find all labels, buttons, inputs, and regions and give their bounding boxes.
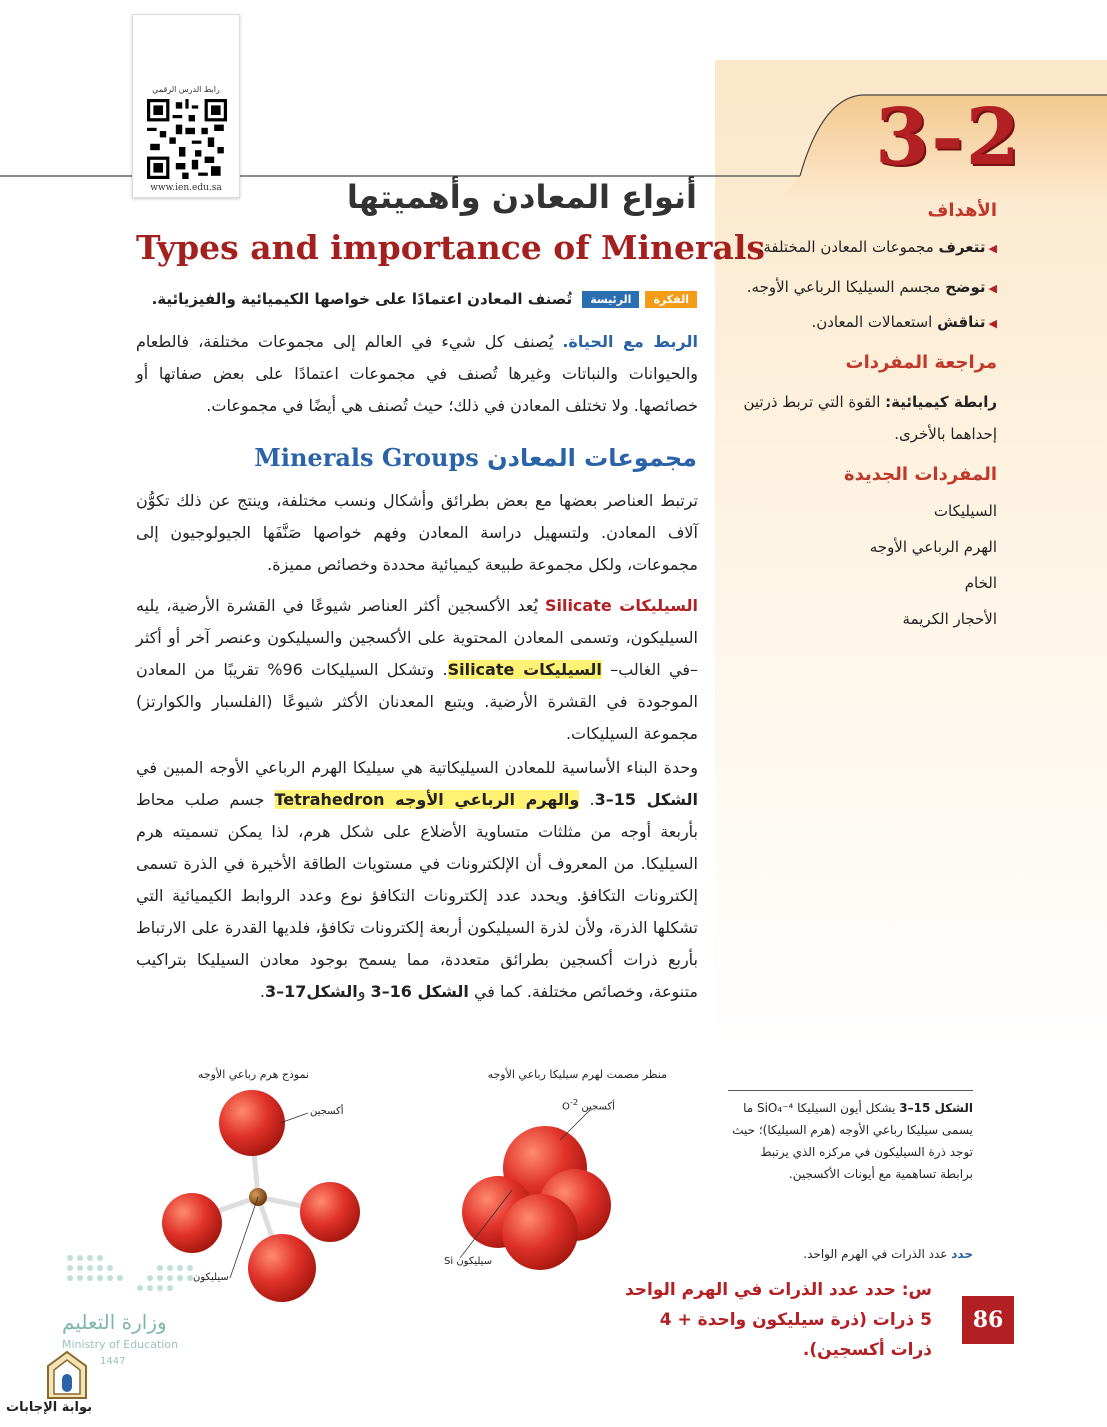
tetra-text-1: وحدة البناء الأساسية للمعادن السيليكاتية هي سيليكا الهرم الرباعي الأوجه المبين في	[136, 758, 698, 777]
label-oxygen-solid	[562, 1097, 615, 1112]
main-idea-text: تُصنف المعادن اعتمادًا على خواصها الكيميائية والفيزيائية.	[151, 290, 573, 308]
figure-caption-number: الشكل 15–3	[899, 1101, 973, 1115]
review-definition	[743, 393, 997, 411]
objective-text: مجسم السيليكا الرباعي الأوجه.	[746, 278, 946, 296]
figure-title-solid: منظر مصمت لهرم سيليكا رباعي الأوجه	[487, 1068, 667, 1081]
qr-label: رابط الدرس الرقمي	[152, 85, 220, 94]
figure-caption-text: يشكل أيون السيليكا SiO₄⁻⁴ ما يسمى سيليكا رباعي الأوجه (هرم السيليكا)؛ حيث توجد ذرة السيليكون في مركزه الذي يرتبط برابطة تساهمية مع أيونات الأكسجين.	[732, 1101, 973, 1181]
section-title-arabic: مجموعات المعادن	[487, 444, 697, 472]
tetra-text-3: جسم صلب محاط بأربعة أوجه من مثلثات متساوية الأضلاع على شكل هرم، لذا يمكن تسميته هرم السيليكا. من المعروف أن الإلكترونات في مستويات الطاقة الأخيرة في الذرة تسمى إلكترونات التكافؤ. ويحدد عدد إلكترونات التكافؤ نوع وعدد الروابط الكيميائية التي تشكلها الذرة، ولأن لذرة السيليكون أربعة إلكترونات تكافؤ، فلديها القدرة على الارتباط بأربع ذرات أكسجين بطرائق متعددة، مما يسمح بوجود معادن السيليكا بتراكيب متنوعة، وخصائص مختلفة. كما في	[136, 790, 698, 1001]
oxygen-atom	[300, 1182, 360, 1242]
objective-verb: تتعرف	[938, 238, 986, 256]
main-idea	[152, 290, 697, 308]
answers-portal-watermark: بوابة الإجابات	[6, 1400, 92, 1415]
silicates-paragraph	[136, 590, 698, 750]
oxygen-atom	[248, 1234, 316, 1302]
figure-ref-15[interactable]: الشكل 15–3	[594, 790, 698, 809]
vocab-item: الخام	[964, 574, 997, 592]
life-link-text: يُصنف كل شيء في العالم إلى مجموعات مختلفة، فالطعام والحيوانات والنباتات وغيرها تُصنف في مجموعات اعتمادًا على بعض صفاتها أو خصائصها. ولا تختلف المعادن في ذلك؛ حيث تُصنف هي أيضًا في مجموعات.	[136, 332, 698, 415]
silicates-text-1: يُعد الأكسجين أكثر العناصر شيوعًا في القشرة الأرضية، يليه السيليكون، وتسمى المعادن المحتوية على الأكسجين والسيليكون وعنصر آخر أو أكثر –في الغالب–	[136, 596, 699, 679]
groups-paragraph: ترتبط العناصر بعضها مع بعض بطرائق وأشكال ونسب مختلفة، وينتج عن ذلك تكوُّن آلاف المعادن. ولتسهيل دراسة المعادن وفهم خواصها صَنَّفَها الجيولوجيون إلى مجموعات، ولكل مجموعة طبيعة كيميائية محددة وخصائص مميزة.	[136, 491, 698, 574]
oxygen-atom	[219, 1090, 285, 1156]
review-def-line2: إحداهما بالأخرى.	[894, 425, 997, 443]
objective-verb: تناقش	[937, 313, 986, 331]
label-silicon-solid: سيليكون Si	[444, 1256, 493, 1267]
ministry-name-arabic: وزارة التعليم	[62, 1310, 167, 1334]
chapter-number: 3-2	[875, 92, 1022, 183]
review-title: مراجعة المفردات	[845, 352, 997, 373]
figure-question-lead: حدد	[951, 1247, 973, 1261]
tetra-text-5: .	[259, 982, 265, 1001]
arrow-icon: ◀	[988, 317, 997, 330]
objective-item	[811, 313, 997, 331]
silicates-lead: السيليكات Silicate	[544, 596, 698, 615]
figure-title-model: نموذج هرم رباعي الأوجه	[197, 1068, 309, 1081]
figure-ref-16[interactable]: الشكل 16–3	[370, 982, 469, 1001]
objectives-title: الأهداف	[927, 200, 997, 221]
new-vocab-title: المفردات الجديدة	[844, 464, 997, 485]
figure-question	[803, 1247, 973, 1261]
vocab-item: الهرم الرباعي الأوجه	[869, 538, 997, 556]
label-silicon-model: سيليكون	[193, 1272, 229, 1283]
review-def-line1: القوة التي تربط ذرتين	[743, 393, 886, 411]
solid-tetrahedron-diagram	[460, 1110, 620, 1275]
answer-note	[620, 1275, 932, 1365]
label-oxygen-model: أكسجين	[310, 1106, 344, 1117]
objective-item	[759, 238, 997, 256]
qr-card[interactable]	[132, 14, 240, 198]
oxygen-atom	[502, 1194, 578, 1270]
answers-portal-logo-icon	[40, 1350, 94, 1402]
tetrahedron-term: والهرم الرباعي الأوجه Tetrahedron	[274, 790, 580, 809]
objective-text: مجموعات المعادن المختلفة.	[758, 238, 939, 256]
objective-verb: توضح	[945, 278, 986, 296]
arrow-icon: ◀	[988, 282, 997, 295]
answer-text: 5 ذرات (ذرة سيليكون واحدة + 4 ذرات أكسجين).	[659, 1310, 932, 1360]
main-idea-tag-main: الرئيسة	[582, 291, 639, 308]
section-title	[254, 443, 697, 472]
figure-question-text: عدد الذرات في الهرم الواحد.	[803, 1247, 952, 1261]
life-link-lead: الربط مع الحياة.	[562, 332, 698, 351]
silicates-term: السيليكات Silicate	[447, 660, 602, 679]
qr-code-icon	[147, 99, 227, 179]
ministry-name-english: Ministry of Education	[62, 1338, 179, 1351]
label-oxygen-solid-text: أكسجين O	[562, 1101, 615, 1113]
silicates-text-2: . وتشكل السيليكات 96% تقريبًا من المعادن الموجودة في القشرة الأرضية. ويتبع المعدنان الأكثر شيوعًا (الفلسبار والكوارتز) مجموعة السيليكات.	[136, 660, 698, 743]
objective-item	[747, 278, 997, 296]
review-term: رابطة كيميائية:	[885, 393, 997, 411]
figure-ref-17[interactable]: الشكل17–3	[264, 982, 358, 1001]
ministry-year: 1447	[100, 1356, 126, 1367]
figure-caption	[728, 1090, 973, 1185]
tetrahedron-paragraph	[136, 752, 698, 1008]
arrow-icon: ◀	[988, 242, 997, 255]
vocab-item: السيليكات	[933, 502, 997, 520]
life-link-paragraph	[136, 326, 698, 422]
lesson-title-arabic: أنواع المعادن وأهميتها	[346, 178, 697, 216]
qr-url[interactable]: www.ien.edu.sa	[150, 183, 222, 193]
label-oxygen-charge: -2	[569, 1097, 579, 1107]
vocab-item: الأحجار الكريمة	[902, 610, 997, 628]
answer-question: س: حدد عدد الذرات في الهرم الواحد	[624, 1280, 932, 1300]
main-idea-tag: الفكرة	[645, 291, 697, 308]
objective-text: استعمالات المعادن.	[811, 313, 938, 331]
tetra-text-4: و	[357, 982, 371, 1001]
page-number: 86	[962, 1296, 1014, 1344]
section-title-english: Minerals Groups	[254, 443, 479, 472]
oxygen-atom	[162, 1193, 222, 1253]
lesson-title-english: Types and importance of Minerals	[136, 228, 765, 267]
tetra-text-2: .	[579, 790, 595, 809]
